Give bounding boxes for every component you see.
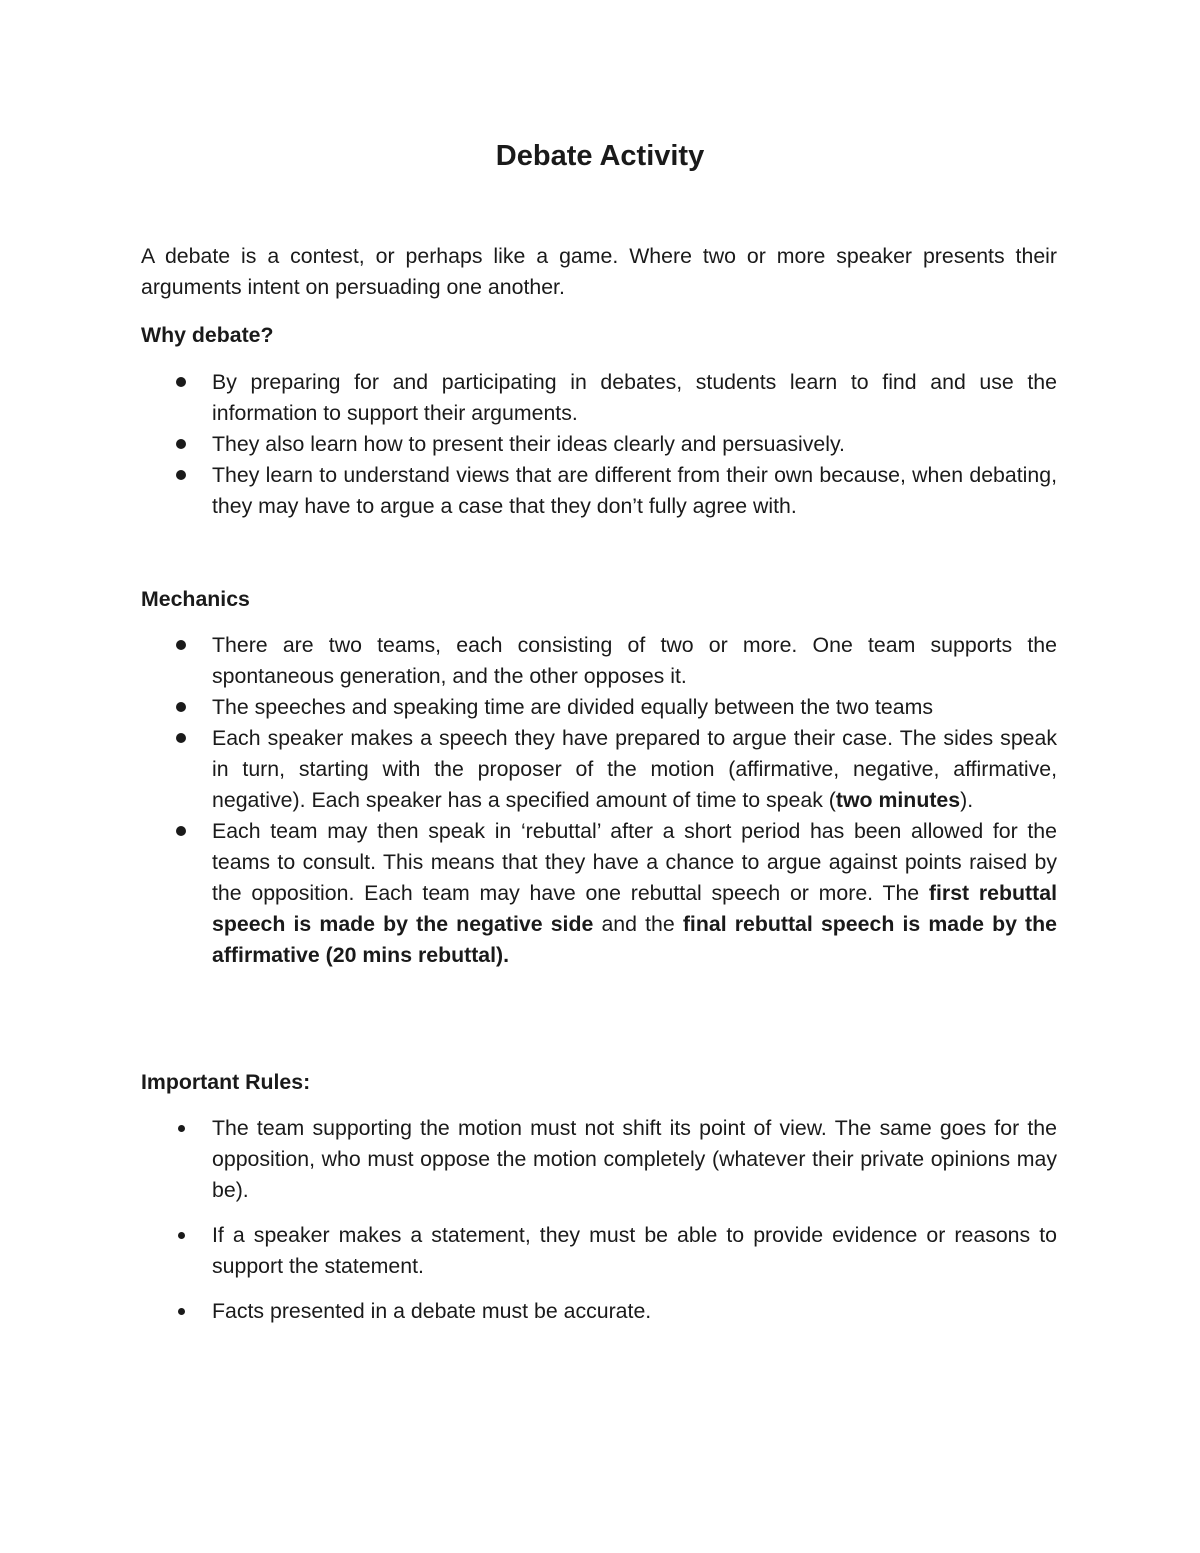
bullet-icon: [176, 733, 186, 743]
bullet-icon: [176, 826, 186, 836]
mechanics-heading: Mechanics: [141, 587, 250, 611]
list-item: Facts presented in a debate must be accurate.: [141, 1296, 1057, 1327]
mechanics-list: [141, 630, 1057, 971]
list-item: Each speaker makes a speech they have prepared to argue their case. The sides speak in turn, starting with the proposer of the motion (affirmative, negative, affirmative, negative). Each speaker has a specified amount of time to speak (two minutes).: [141, 723, 1057, 816]
list-item: Each team may then speak in ‘rebuttal’ after a short period has been allowed for the teams to consult. This means that they have a chance to argue against points raised by the opposition. Each team may have one rebuttal speech or more. The first rebuttal speech is made by the negative side and the final rebuttal speech is made by the affirmative (20 mins rebuttal).: [141, 816, 1057, 971]
why-debate-heading: Why debate?: [141, 323, 274, 347]
list-item: There are two teams, each consisting of two or more. One team supports the spontaneous generation, and the other opposes it.: [141, 630, 1057, 692]
list-item: The speeches and speaking time are divided equally between the two teams: [141, 692, 1057, 723]
bullet-icon: [176, 702, 186, 712]
list-item: They learn to understand views that are different from their own because, when debating, they may have to argue a case that they don’t fully agree with.: [141, 460, 1057, 522]
why-debate-list: [141, 367, 1057, 522]
bullet-icon: [176, 640, 186, 650]
emphasis-text: final rebuttal speech is made by the affirmative (20 mins rebuttal).: [212, 912, 1058, 967]
emphasis-text: two minutes: [835, 788, 961, 812]
important-rules-list: [141, 1113, 1057, 1341]
bullet-icon: [178, 1308, 185, 1315]
list-item: By preparing for and participating in debates, students learn to find and use the information to support their arguments.: [141, 367, 1057, 429]
important-rules-heading: Important Rules:: [141, 1070, 311, 1094]
emphasis-text: first rebuttal speech is made by the negative side: [212, 881, 1057, 936]
intro-paragraph: A debate is a contest, or perhaps like a game. Where two or more speaker presents their arguments intent on persuading one another.: [141, 244, 1057, 299]
list-item: The team supporting the motion must not shift its point of view. The same goes for the opposition, who must oppose the motion completely (whatever their private opinions may be).: [141, 1113, 1057, 1206]
list-item: They also learn how to present their ideas clearly and persuasively.: [141, 429, 1057, 460]
bullet-icon: [176, 377, 186, 387]
bullet-icon: [176, 439, 186, 449]
bullet-icon: [178, 1232, 185, 1239]
bullet-icon: [178, 1125, 185, 1132]
list-item: If a speaker makes a statement, they must be able to provide evidence or reasons to support the statement.: [141, 1220, 1057, 1282]
document-title: Debate Activity: [495, 140, 705, 172]
bullet-icon: [176, 470, 186, 480]
